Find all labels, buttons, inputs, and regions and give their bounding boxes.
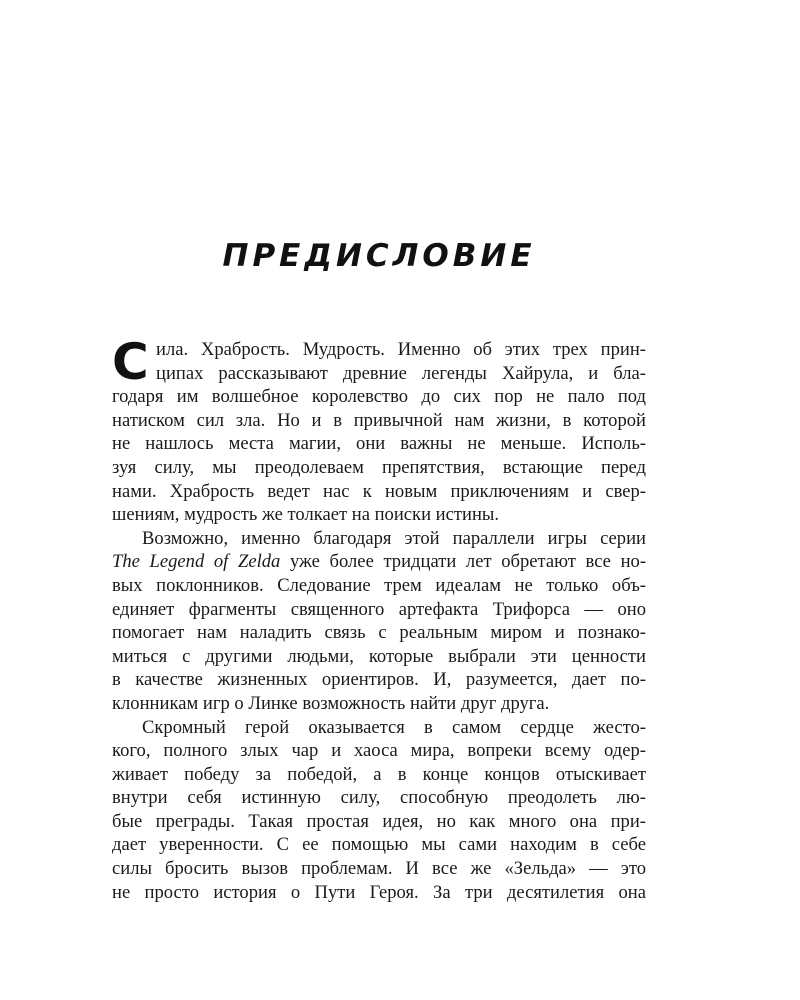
text-line [112, 338, 646, 362]
text-line [112, 645, 646, 669]
body-text [112, 333, 647, 904]
text-line [112, 385, 646, 409]
line-text: ила. Храбрость. Мудрость. Именно об этих трех прин- [156, 339, 646, 360]
line-text: единяет фрагменты священного артефакта Трифорса — оно [112, 598, 646, 620]
line-text: в качестве жизненных ориентиров. И, разумеется, дает по- [112, 669, 646, 691]
line-text: не просто история о Пути Героя. За три десятилетия она [112, 881, 646, 903]
line-text: не нашлось места магии, они важны не меньше. Исполь- [112, 433, 646, 455]
text-line [112, 574, 646, 598]
line-text: миться с другими людьми, которые выбрали эти ценности [112, 645, 646, 667]
line-text: живает победу за победой, а в конце концов отыскивает [112, 763, 646, 785]
text-line [112, 503, 646, 527]
line-text: бые преграды. Такая простая идея, но как много она при- [112, 810, 646, 832]
text-line [112, 786, 646, 810]
line-text: помогает нам наладить связь с реальным миром и познако- [112, 622, 646, 644]
line-text: Возможно, именно благодаря этой параллели игры серии [142, 527, 646, 549]
line-text: Скромный герой оказывается в самом сердце жесто- [142, 716, 646, 738]
text-line [112, 456, 646, 480]
text-line [112, 810, 646, 834]
text-line [112, 739, 646, 763]
text-line [112, 881, 646, 905]
drop-cap: С [112, 333, 149, 391]
text-line [112, 621, 646, 645]
line-text: дает уверенности. С ее помощью мы сами находим в себе [112, 834, 646, 856]
line-text: нами. Храбрость ведет нас к новым приключениям и свер- [112, 480, 646, 502]
text-line [112, 362, 646, 386]
text-line [112, 432, 646, 456]
text-line [112, 716, 646, 740]
text-line [112, 763, 646, 787]
line-text: уже более тридцати лет обретают все но- [289, 551, 647, 573]
line-text: натиском сил зла. Но и в привычной нам жизни, в которой [112, 409, 646, 431]
line-text: кого, полного злых чар и хаоса мира, вопреки всему одер- [112, 740, 646, 762]
line-text: ципах рассказывают древние легенды Хайрула, и бла- [156, 362, 646, 384]
text-line [112, 527, 646, 551]
line-text: годаря им волшебное королевство до сих пор не пало под [112, 386, 646, 408]
line-text: зуя силу, мы преодолеваем препятствия, встающие перед [112, 456, 646, 478]
text-line [112, 550, 646, 574]
text-line [112, 857, 646, 881]
text-line [112, 480, 646, 504]
chapter-heading: ПРЕДИСЛОВИЕ [222, 238, 536, 274]
text-line [112, 668, 646, 692]
text-line [112, 409, 646, 433]
line-text: силы бросить вызов проблемам. И все же «Зельда» — это [112, 858, 646, 880]
line-text: вых поклонников. Следование трем идеалам не только объ- [112, 574, 646, 596]
italic-title: The Legend of Zelda [112, 551, 281, 573]
text-line [112, 833, 646, 857]
line-text: шениям, мудрость же толкает на поиски истины. [112, 504, 500, 526]
line-text: клонникам игр о Линке возможность найти друг друга. [112, 692, 550, 714]
line-text: внутри себя истинную силу, способную преодолеть лю- [112, 787, 646, 809]
text-line [112, 598, 646, 622]
text-line [112, 692, 646, 716]
